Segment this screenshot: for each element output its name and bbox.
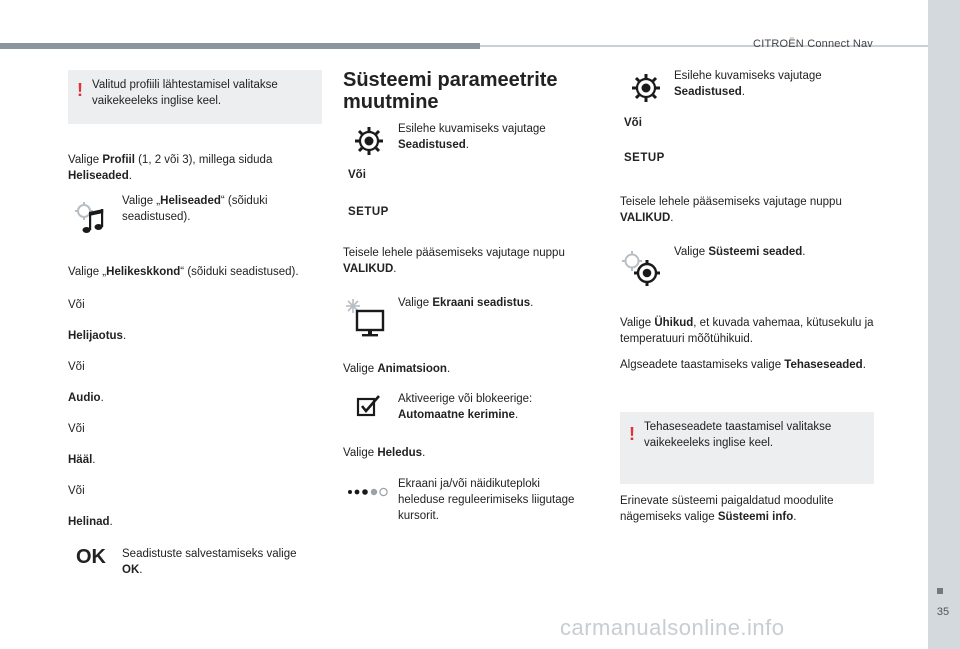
option-helinad: Helinad. [68,516,113,528]
options-paragraph: Teisele lehele pääsemiseks vajutage nuppu VALIKUD. [343,247,565,275]
note-text: Tehaseseadete taastamisel valitakse vaikekeeleks inglise keel. [644,421,832,449]
option-helijaotus: Helijaotus. [68,330,127,342]
page-marker [937,588,943,594]
note-box [620,412,874,484]
warning-icon: ! [629,424,635,444]
profile-paragraph: Valige Profiil (1, 2 või 3), millega siduda Heliseaded. [68,154,273,182]
or-label: Või [348,169,366,181]
setup-button-icon: SETUP [624,152,665,164]
sound-settings-icon [73,200,109,236]
units-paragraph: Valige Ühikud, et kuvada vahemaa, kütusekulu ja temperatuuri mõõtühikuid. [620,317,874,345]
ok-button-icon: OK [76,546,106,568]
or-label: Või [624,117,642,129]
note-box [68,70,322,124]
settings-text: Esilehe kuvamiseks vajutage Seadistused. [398,123,546,151]
brightness-slider-text: Ekraani ja/või näidikuteploki heleduse reguleerimiseks liigutage kursorit. [398,478,575,522]
gear-icon [631,73,661,103]
setup-button-icon: SETUP [348,206,389,218]
brightness-slider-icon [346,486,392,498]
system-info-paragraph: Erinevate süsteemi paigaldatud moodulite nägemiseks valige Süsteemi info. [620,495,834,523]
gear-icon [354,126,384,156]
system-settings-icon [620,249,662,289]
option-audio: Audio. [68,392,104,404]
display-settings-text: Valige Ekraani seadistus. [398,297,534,309]
animation-text: Valige Animatsioon. [343,363,451,375]
brightness-text: Valige Heledus. [343,447,426,459]
note-text: Valitud profiili lähtestamisel valitakse vaikekeeleks inglise keel. [92,79,278,107]
brand-label: CITROËN Connect Nav [753,38,873,50]
watermark: carmanualsonline.info [560,615,785,640]
option-haal: Hääl. [68,454,96,466]
page-edge-strip [928,0,960,649]
or-label: Või [68,485,85,497]
system-settings-text: Valige Süsteemi seaded. [674,246,806,258]
settings-text: Esilehe kuvamiseks vajutage Seadistused. [674,70,822,98]
sound-settings-text: Valige „Heliseaded“ (sõiduki seadistused). [122,195,268,223]
or-label: Või [68,299,85,311]
section-title: Süsteemi parameetrite muutmine [343,69,558,113]
options-paragraph: Teisele lehele pääsemiseks vajutage nuppu VALIKUD. [620,196,842,224]
warning-icon: ! [77,80,83,100]
or-label: Või [68,361,85,373]
or-label: Või [68,423,85,435]
header-bar [0,43,480,49]
ok-text: Seadistuste salvestamiseks valige OK. [122,548,297,576]
checkbox-icon [356,394,382,418]
autoscroll-text: Aktiveerige või blokeerige: Automaatne kerimine. [398,393,533,421]
factory-reset-paragraph: Algseadete taastamiseks valige Tehaseseaded. [620,359,866,371]
display-settings-icon [344,298,386,338]
sound-environment-text: Valige „Helikeskkond“ (sõiduki seadistused). [68,266,299,278]
page-number: 35 [936,606,950,618]
